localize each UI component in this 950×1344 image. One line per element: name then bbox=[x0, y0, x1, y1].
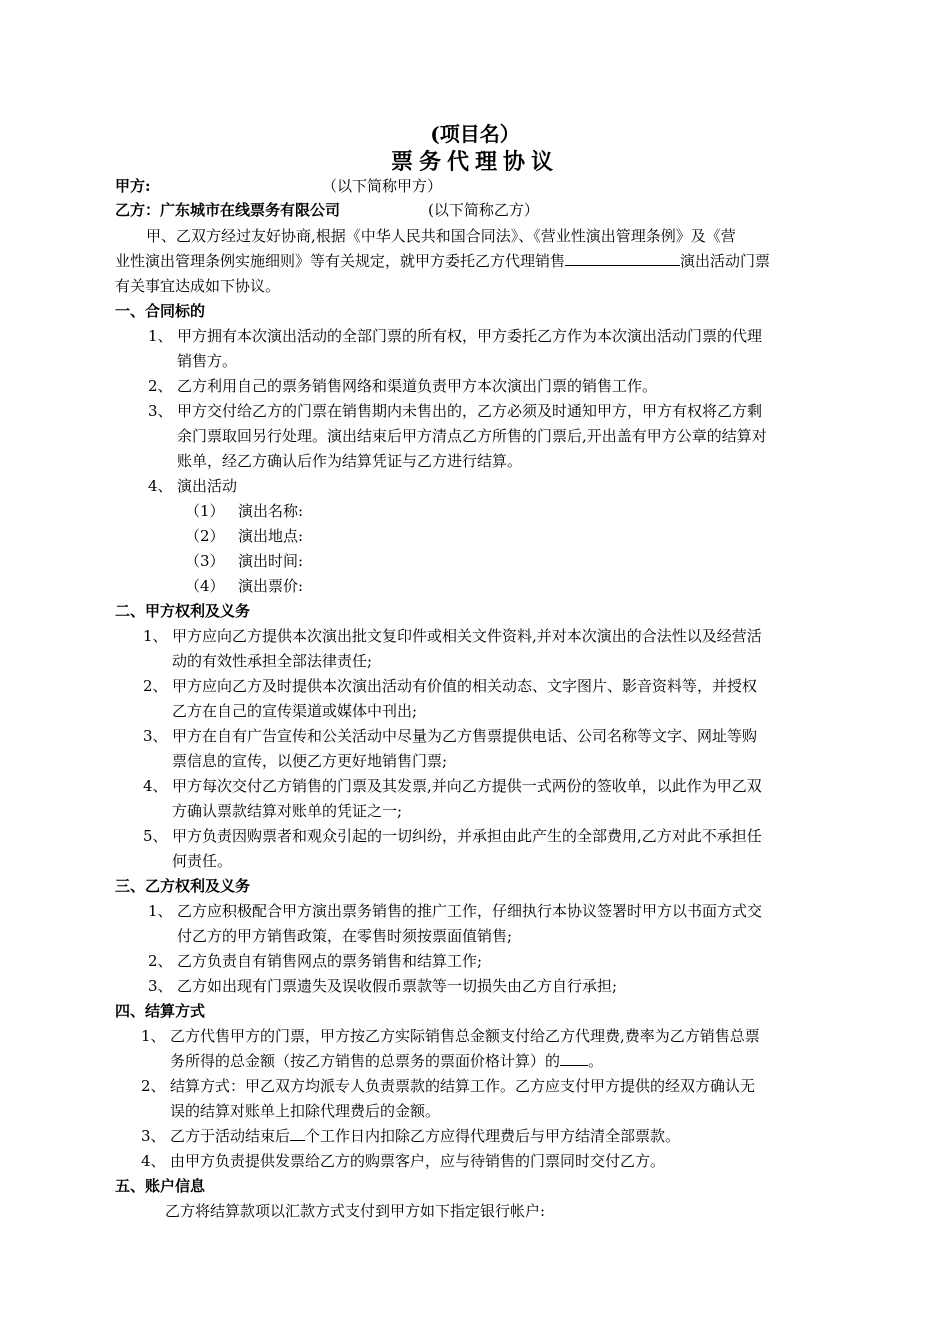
event-detail-name: 演出名称: bbox=[238, 502, 304, 520]
intro-line-2-text: 业性演出管理条例实施细则》等有关规定，就甲方委托乙方代理销售 bbox=[115, 252, 566, 270]
event-detail-1-num: （1） bbox=[185, 502, 225, 520]
s2-item-5-line-2: 何责任。 bbox=[172, 852, 233, 870]
s4-item-1-num: 1、 bbox=[141, 1027, 166, 1045]
s1-item-3-line-3: 账单，经乙方确认后作为结算凭证与乙方进行结算。 bbox=[177, 452, 523, 470]
s1-item-1-line-1: 甲方拥有本次演出活动的全部门票的所有权，甲方委托乙方作为本次演出活动门票的代理 bbox=[177, 327, 763, 345]
s2-item-3-num: 3、 bbox=[143, 727, 168, 745]
s2-item-2-line-2: 乙方在自己的宣传渠道或媒体中刊出; bbox=[172, 702, 418, 720]
intro-line-2-tail: 演出活动门票 bbox=[680, 252, 771, 270]
s2-item-3-line-2: 票信息的宣传，以便乙方更好地销售门票; bbox=[172, 752, 448, 770]
s2-item-1-line-1: 甲方应向乙方提供本次演出批文复印件或相关文件资料,并对本次演出的合法性以及经营活 bbox=[172, 627, 762, 645]
party-b-note: (以下简称乙方） bbox=[428, 201, 539, 219]
event-detail-2-num: （2） bbox=[185, 527, 225, 545]
s1-item-3-line-2: 余门票取回另行处理。演出结束后甲方清点乙方所售的门票后,开出盖有甲方公章的结算对 bbox=[177, 427, 767, 445]
agreement-title: 票务代理协议 bbox=[390, 149, 559, 175]
commission-rate-tail: 。 bbox=[588, 1052, 604, 1070]
s3-item-2-line-1: 乙方负责自有销售网点的票务销售和结算工作; bbox=[177, 952, 483, 970]
event-detail-3-num: （3） bbox=[185, 552, 225, 570]
commission-rate-text: 务所得的总金额（按乙方销售的总票务的票面价格计算）的 bbox=[170, 1052, 561, 1070]
party-a-label: 甲方: bbox=[115, 177, 151, 195]
s1-item-4-num: 4、 bbox=[148, 477, 173, 495]
s2-item-1-line-2: 动的有效性承担全部法律责任; bbox=[172, 652, 373, 670]
s2-item-4-num: 4、 bbox=[143, 777, 168, 795]
s1-item-2-num: 2、 bbox=[148, 377, 173, 395]
s3-item-1-num: 1、 bbox=[148, 902, 173, 920]
s4-item-2-line-2: 误的结算对账单上扣除代理费后的金额。 bbox=[170, 1102, 441, 1120]
party-b-label: 乙方：广东城市在线票务有限公司 bbox=[115, 201, 341, 219]
section-5-heading: 五、账户信息 bbox=[115, 1177, 206, 1195]
s2-item-3-line-1: 甲方在自有广告宣传和公关活动中尽量为乙方售票提供电话、公司名称等文字、网址等购 bbox=[172, 727, 758, 745]
s2-item-1-num: 1、 bbox=[143, 627, 168, 645]
s4-item-1-line-2 bbox=[170, 1049, 603, 1073]
commission-rate-blank bbox=[560, 1049, 588, 1066]
s1-item-4-line-1: 演出活动 bbox=[177, 477, 238, 495]
section-1-heading: 一、合同标的 bbox=[115, 302, 206, 320]
s1-item-1-num: 1、 bbox=[148, 327, 173, 345]
intro-line-3: 有关事宜达成如下协议。 bbox=[115, 277, 281, 295]
project-name-title: (项目名） bbox=[430, 122, 520, 146]
event-detail-time: 演出时间: bbox=[238, 552, 304, 570]
s2-item-5-num: 5、 bbox=[143, 827, 168, 845]
settlement-days-blank bbox=[290, 1124, 305, 1141]
s2-item-4-line-1: 甲方每次交付乙方销售的门票及其发票,并向乙方提供一式两份的签收单，以此作为甲乙双 bbox=[172, 777, 762, 795]
event-detail-price: 演出票价: bbox=[238, 577, 304, 595]
s4-item-2-line-1: 结算方式：甲乙双方均派专人负责票款的结算工作。乙方应支付甲方提供的经双方确认无 bbox=[170, 1077, 756, 1095]
s3-item-1-line-1: 乙方应积极配合甲方演出票务销售的推广工作，仔细执行本协议签署时甲方以书面方式交 bbox=[177, 902, 763, 920]
intro-line-1: 甲、乙双方经过友好协商,根据《中华人民共和国合同法》、《营业性演出管理条例》及《营 bbox=[146, 227, 736, 245]
event-detail-venue: 演出地点: bbox=[238, 527, 304, 545]
s2-item-2-num: 2、 bbox=[143, 677, 168, 695]
section-4-heading: 四、结算方式 bbox=[115, 1002, 206, 1020]
s1-item-3-line-1: 甲方交付给乙方的门票在销售期内未售出的，乙方必须及时通知甲方，甲方有权将乙方剩 bbox=[177, 402, 763, 420]
s2-item-5-line-1: 甲方负责因购票者和观众引起的一切纠纷，并承担由此产生的全部费用,乙方对此不承担任 bbox=[172, 827, 762, 845]
section-2-heading: 二、甲方权利及义务 bbox=[115, 602, 251, 620]
s3-item-1-line-2: 付乙方的甲方销售政策，在零售时须按票面值销售; bbox=[177, 927, 513, 945]
s4-item-4-line-1: 由甲方负责提供发票给乙方的购票客户，应与待销售的门票同时交付乙方。 bbox=[170, 1152, 666, 1170]
s3-item-2-num: 2、 bbox=[148, 952, 173, 970]
s3-item-3-line-1: 乙方如出现有门票遗失及误收假币票款等一切损失由乙方自行承担; bbox=[177, 977, 618, 995]
intro-line-2 bbox=[115, 249, 770, 273]
settlement-days-text: 乙方于活动结束后 bbox=[170, 1127, 291, 1145]
s3-item-3-num: 3、 bbox=[148, 977, 173, 995]
s1-item-1-line-2: 销售方。 bbox=[177, 352, 238, 370]
s4-item-1-line-1: 乙方代售甲方的门票，甲方按乙方实际销售总金额支付给乙方代理费,费率为乙方销售总票 bbox=[170, 1027, 760, 1045]
event-name-blank bbox=[565, 249, 680, 266]
event-detail-4-num: （4） bbox=[185, 577, 225, 595]
s5-line-1: 乙方将结算款项以汇款方式支付到甲方如下指定银行帐户: bbox=[165, 1202, 546, 1220]
s4-item-2-num: 2、 bbox=[141, 1077, 166, 1095]
s2-item-2-line-1: 甲方应向乙方及时提供本次演出活动有价值的相关动态、文字图片、影音资料等，并授权 bbox=[172, 677, 758, 695]
section-3-heading: 三、乙方权利及义务 bbox=[115, 877, 251, 895]
settlement-days-tail: 个工作日内扣除乙方应得代理费后与甲方结清全部票款。 bbox=[305, 1127, 681, 1145]
s2-item-4-line-2: 方确认票款结算对账单的凭证之一; bbox=[172, 802, 403, 820]
s1-item-3-num: 3、 bbox=[148, 402, 173, 420]
s1-item-2-line-1: 乙方利用自己的票务销售网络和渠道负责甲方本次演出门票的销售工作。 bbox=[177, 377, 658, 395]
s4-item-3-num: 3、 bbox=[141, 1127, 166, 1145]
s4-item-4-num: 4、 bbox=[141, 1152, 166, 1170]
party-a-note: （以下简称甲方） bbox=[322, 177, 443, 195]
s4-item-3-line-1 bbox=[170, 1124, 680, 1148]
